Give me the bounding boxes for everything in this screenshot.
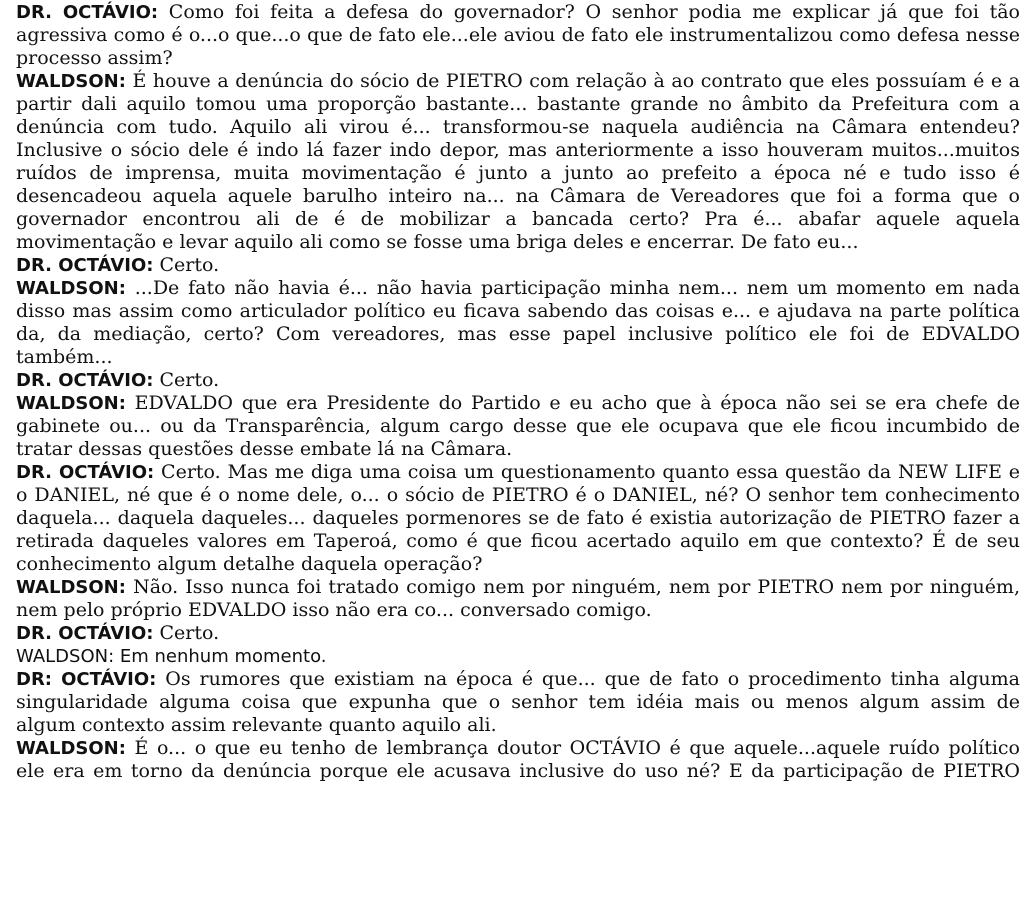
speaker-label: WALDSON: (16, 393, 126, 414)
line-text: Certo. (153, 622, 220, 644)
transcript-line (16, 507, 1020, 530)
line-text: disso mas assim como articulador político eu ficava sabendo das coisas e... e ajudava na parte política (16, 300, 1020, 322)
transcript-line (16, 254, 1020, 277)
speaker-label: WALDSON: (16, 71, 126, 92)
line-text: também... (16, 346, 113, 368)
line-text: É houve a denúncia do sócio de PIETRO com relação à ao contrato que eles possuíam é e a (125, 70, 1020, 92)
line-text: algum contexto assim relevante quanto aquilo ali. (16, 714, 497, 736)
speaker-label: DR: OCTÁVIO: (16, 669, 157, 690)
transcript-line (16, 70, 1020, 93)
line-text: nem pelo próprio EDVALDO isso não era co... conversado comigo. (16, 599, 652, 621)
transcript-line (16, 438, 1020, 461)
line-text: Certo. (153, 369, 220, 391)
line-text: agressiva como é o...o que...o que de fato ele...ele aviou de fato ele instrumentalizou como defesa nesse (16, 24, 1020, 46)
line-text: retirada daqueles valores em Taperoá, como é que ficou acertado aquilo em que contexto? É de seu (16, 530, 1020, 552)
transcript-line (16, 185, 1020, 208)
transcript-line (16, 139, 1020, 162)
line-text: singularidade alguma coisa que expunha que o senhor tem idéia mais ou menos algum assim de (16, 691, 1020, 713)
transcript-line (16, 737, 1020, 760)
transcript-line (16, 553, 1020, 576)
speaker-line-text: WALDSON: Em nenhum momento. (16, 646, 327, 667)
line-text: tratar dessas questões desse embate lá na Câmara. (16, 438, 513, 460)
transcript-line (16, 1, 1020, 24)
speaker-label: WALDSON: (16, 738, 126, 759)
line-text: ruídos de imprensa, muita movimentação é junto a junto ao prefeito a época né e tudo isso é (16, 162, 1020, 184)
line-text: conhecimento algum detalhe daquela operação? (16, 553, 483, 575)
transcript-line (16, 47, 1020, 70)
line-text: gabinete ou... ou da Transparência, algum cargo desse que ele ocupava que ele ficou incumbido de (16, 415, 1020, 437)
speaker-label: DR. OCTÁVIO: (16, 2, 159, 23)
line-text: movimentação e levar aquilo ali como se fosse uma briga deles e encerrar. De fato eu... (16, 231, 859, 253)
transcript-line (16, 622, 1020, 645)
transcript-line (16, 392, 1020, 415)
transcript-line (16, 300, 1020, 323)
line-text: governador encontrou ali de é de mobilizar a bancada certo? Pra é... abafar aquele aquela (16, 208, 1020, 230)
line-text: ...De fato não havia é... não havia participação minha nem... nem um momento em nada (125, 277, 1020, 299)
speaker-label: DR. OCTÁVIO: (16, 462, 155, 483)
transcript-line (16, 645, 1020, 668)
transcript-line (16, 415, 1020, 438)
line-text: EDVALDO que era Presidente do Partido e eu acho que à época não sei se era chefe de (125, 392, 1020, 414)
speaker-label: WALDSON: (16, 577, 126, 598)
speaker-label: DR. OCTÁVIO: (16, 370, 154, 391)
line-text: Não. Isso nunca foi tratado comigo nem por ninguém, nem por PIETRO nem por ninguém, (125, 576, 1020, 598)
line-text: desencadeou aquela aquele barulho inteiro na... na Câmara de Vereadores que foi a forma que o (16, 185, 1020, 207)
speaker-label: DR. OCTÁVIO: (16, 623, 154, 644)
line-text: o DANIEL, né que é o nome dele, o... o sócio de PIETRO é o DANIEL, né? O senhor tem conhecimento (16, 484, 1020, 506)
line-text: denúncia com tudo. Aquilo ali virou é... transformou-se naquela audiência na Câmara entendeu? (16, 116, 1020, 138)
line-text: processo assim? (16, 47, 173, 69)
line-text: da, da mediação, certo? Com vereadores, mas esse papel inclusive político ele foi de EDVALDO (16, 323, 1020, 345)
transcript-line (16, 576, 1020, 599)
line-text: daquela... daquela daqueles... daqueles pormenores se de fato é existia autorização de PIETRO fazer a (16, 507, 1020, 529)
line-text: ele era em torno da denúncia porque ele acusava inclusive do uso né? E da participação de PIETRO (16, 760, 1020, 782)
transcript-line (16, 369, 1020, 392)
transcript-line (16, 760, 1020, 783)
transcript-line (16, 277, 1020, 300)
transcript-line (16, 116, 1020, 139)
line-text: Inclusive o sócio dele é indo lá fazer indo depor, mas anteriormente a isso houveram muitos...muitos (16, 139, 1020, 161)
speaker-label: WALDSON: (16, 278, 126, 299)
transcript-line (16, 668, 1020, 691)
line-text: Os rumores que existiam na época é que... que de fato o procedimento tinha alguma (156, 668, 1021, 690)
transcript-line (16, 461, 1020, 484)
transcript-line (16, 162, 1020, 185)
transcript-line (16, 484, 1020, 507)
transcript-line (16, 323, 1020, 346)
line-text: Como foi feita a defesa do governador? O senhor podia me explicar já que foi tão (158, 1, 1020, 23)
transcript-line (16, 231, 1020, 254)
transcript-line (16, 599, 1020, 622)
line-text: É o... o que eu tenho de lembrança doutor OCTÁVIO é que aquele...aquele ruído político (125, 737, 1020, 759)
line-text: Certo. Mas me diga uma coisa um questionamento quanto essa questão da NEW LIFE e (154, 461, 1020, 483)
line-text: Certo. (153, 254, 220, 276)
transcript-line (16, 208, 1020, 231)
line-text: partir dali aquilo tomou uma proporção bastante... bastante grande no âmbito da Prefeitura com a (16, 93, 1020, 115)
transcript-line (16, 24, 1020, 47)
transcript-line (16, 530, 1020, 553)
transcript-line (16, 714, 1020, 737)
speaker-label: DR. OCTÁVIO: (16, 255, 154, 276)
transcript-line (16, 93, 1020, 116)
transcript-line (16, 346, 1020, 369)
transcript-line (16, 691, 1020, 714)
